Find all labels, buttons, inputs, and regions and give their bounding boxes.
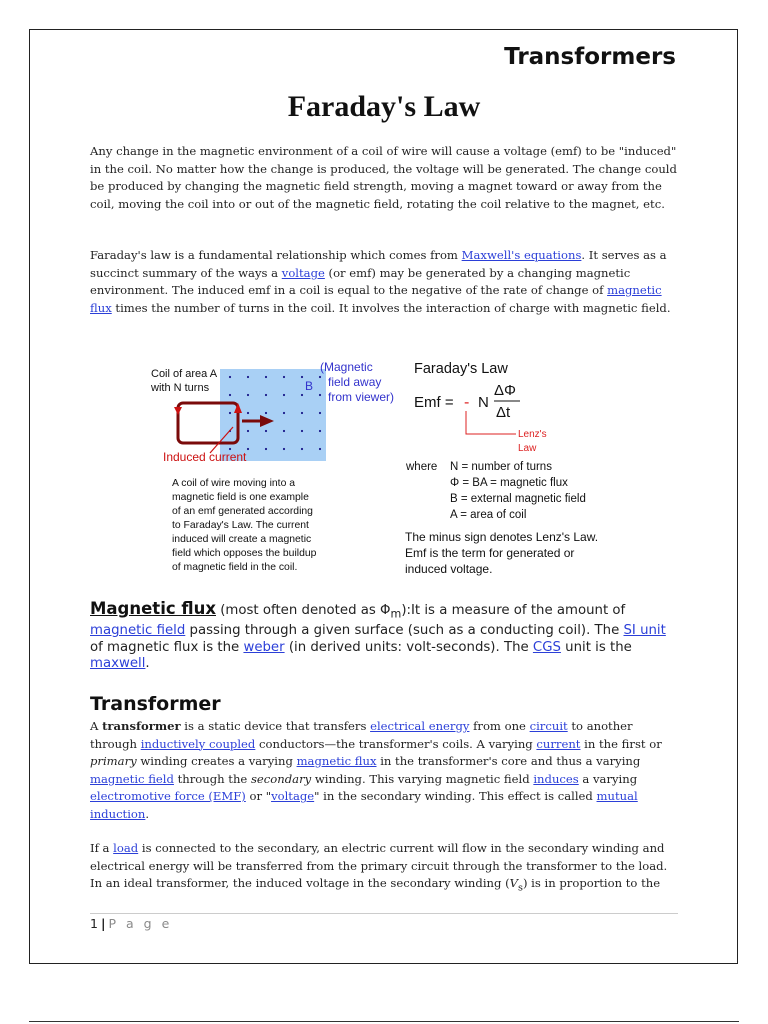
link-current[interactable]: current <box>536 736 581 751</box>
fraction-numerator: ΔΦ <box>494 382 516 399</box>
text: winding creates a varying <box>136 754 297 768</box>
definition-line: B = external magnetic field <box>450 493 586 505</box>
text: in the transformer's core and thus a varying <box>376 754 641 768</box>
text: a varying <box>578 771 638 786</box>
text: from one <box>469 719 530 733</box>
link-weber[interactable]: weber <box>243 639 285 655</box>
faraday-law-title: Faraday's Law <box>414 361 508 377</box>
faraday-law-figure <box>148 355 628 585</box>
link-si-unit[interactable]: SI unit <box>623 623 666 639</box>
italic-v: V <box>509 876 518 890</box>
emf-label: Emf = <box>414 394 454 411</box>
caption-line: magnetic field is one example <box>172 492 309 503</box>
magnetic-flux-heading: Magnetic flux <box>90 599 216 618</box>
link-circuit[interactable]: circuit <box>529 719 568 733</box>
note-line: Emf is the term for generated or <box>405 546 575 560</box>
link-voltage[interactable]: voltage <box>281 265 325 280</box>
link-emf[interactable]: electromotive force (EMF) <box>90 789 246 803</box>
text: (most often denoted as Φ <box>216 603 391 618</box>
document-title: Faraday's Law <box>287 90 481 123</box>
definition-line: A = area of coil <box>450 509 527 521</box>
text: . It serves as a succinct summary of the ways a <box>90 248 667 280</box>
link-voltage-2[interactable]: voltage <box>271 789 315 803</box>
b-field-label: B <box>305 379 314 393</box>
text: Faraday's law is a fundamental relationship which comes from <box>90 248 462 262</box>
text: unit is the <box>560 639 632 655</box>
definition-line: Φ = BA = magnetic flux <box>450 477 568 489</box>
paragraph-load <box>90 840 680 897</box>
text: through the <box>173 771 251 786</box>
link-magnetic-flux[interactable]: magnetic flux <box>90 283 662 315</box>
lenz-label-2: Law <box>518 443 537 454</box>
text: ) is in proportion to the <box>522 876 661 890</box>
italic-term: primary <box>90 754 137 768</box>
text: . <box>145 656 150 672</box>
n-symbol: N <box>478 394 489 411</box>
paragraph-intro: Any change in the magnetic environment of a coil of wire will cause a voltage (emf) to be "induced" in the coil. No matter how the change is produced, the voltage will be generated. The change could be produced by changing the magnetic field strength, moving a magnet toward or away from the coil, moving the coil into or out of the magnetic field, rotating the coil relative to the magnet, etc. <box>90 144 677 211</box>
field-label-3: from viewer) <box>328 390 395 404</box>
field-label-2: field away <box>328 375 382 389</box>
coil-label-2: with N turns <box>151 382 210 394</box>
next-page-edge <box>29 1021 739 1022</box>
text: . <box>145 806 150 821</box>
text: (in derived units: volt-seconds). The <box>284 639 533 655</box>
text: is connected to the secondary, an electric current will flow in the secondary winding and electrical energy will be transferred from the primary circuit through the transformer to the load. In an ideal transformer, the induced voltage in the secondary winding ( <box>90 841 668 890</box>
definition-line: N = number of turns <box>450 461 552 473</box>
coil-label-1: Coil of area A <box>151 368 218 380</box>
caption-line: induced will create a magnetic <box>172 534 312 545</box>
text: ):It is a measure of the amount of <box>401 603 626 618</box>
header-title: Transformers <box>504 44 676 70</box>
figure-caption <box>172 478 317 573</box>
text: in the first or <box>580 736 662 751</box>
caption-line: of an emf generated according <box>172 506 313 517</box>
text: of magnetic flux is the <box>90 639 244 655</box>
text: If a <box>90 841 114 855</box>
caption-line: A coil of wire moving into a <box>172 478 296 489</box>
link-magnetic-flux-2[interactable]: magnetic flux <box>296 754 377 768</box>
caption-line: field which opposes the buildup <box>172 548 317 559</box>
bold-term: transformer <box>102 719 181 733</box>
current-arrow-left <box>174 407 182 415</box>
where-label: where <box>406 461 438 473</box>
link-maxwell[interactable]: maxwell <box>90 656 146 672</box>
text: (or emf) may be generated by a changing magnetic environment. The induced emf in a coil is equal to the negative of the rate of change of <box>90 265 631 297</box>
link-load[interactable]: load <box>113 841 139 855</box>
note-line: The minus sign denotes Lenz's Law. <box>405 530 599 544</box>
caption-line: to Faraday's Law. The current <box>172 520 309 531</box>
text: times the number of turns in the coil. It involves the interaction of charge with magnetic field. <box>111 300 671 315</box>
transformer-heading: Transformer <box>90 693 221 715</box>
link-mutual-induction[interactable]: mutual induction <box>90 789 638 821</box>
text: conductors—the transformer's coils. A varying <box>255 736 537 751</box>
link-inductively-coupled[interactable]: inductively coupled <box>140 736 256 751</box>
induced-current-label: Induced current <box>163 450 247 464</box>
page-label: P a g e <box>108 916 173 931</box>
subscript: m <box>390 607 402 621</box>
link-cgs[interactable]: CGS <box>532 639 561 655</box>
italic-term: secondary <box>250 771 312 786</box>
page-number: 1 <box>90 916 98 931</box>
text: " in the secondary winding. This effect is called <box>314 789 597 803</box>
text: winding. This varying magnetic field <box>311 771 534 786</box>
lenz-label-1: Lenz's <box>518 429 547 440</box>
link-induces[interactable]: induces <box>533 771 579 786</box>
footer-separator: | <box>100 916 106 931</box>
text: to another through <box>90 719 633 751</box>
caption-line: of magnetic field in the coil. <box>172 562 298 573</box>
page-footer <box>90 916 172 931</box>
paragraph-faraday-law <box>90 247 680 317</box>
paragraph-transformer <box>90 718 680 823</box>
link-magnetic-field-2[interactable]: magnetic field <box>90 771 174 786</box>
link-magnetic-field[interactable]: magnetic field <box>90 623 186 639</box>
text: A <box>90 719 103 733</box>
subscript: s <box>518 882 523 894</box>
footer-rule <box>90 913 678 914</box>
link-electrical-energy[interactable]: electrical energy <box>370 719 470 733</box>
field-label-1: (Magnetic <box>320 360 373 374</box>
magnetic-flux-paragraph <box>90 601 680 673</box>
link-maxwells-equations[interactable]: Maxwell's equations <box>461 248 582 262</box>
text: is a static device that transfers <box>180 719 371 733</box>
text: or " <box>245 789 272 803</box>
minus-sign: - <box>464 394 470 411</box>
fraction-denominator: Δt <box>496 404 511 421</box>
note-line: induced voltage. <box>405 562 493 576</box>
text: passing through a given surface (such as a conducting coil). The <box>185 623 624 639</box>
